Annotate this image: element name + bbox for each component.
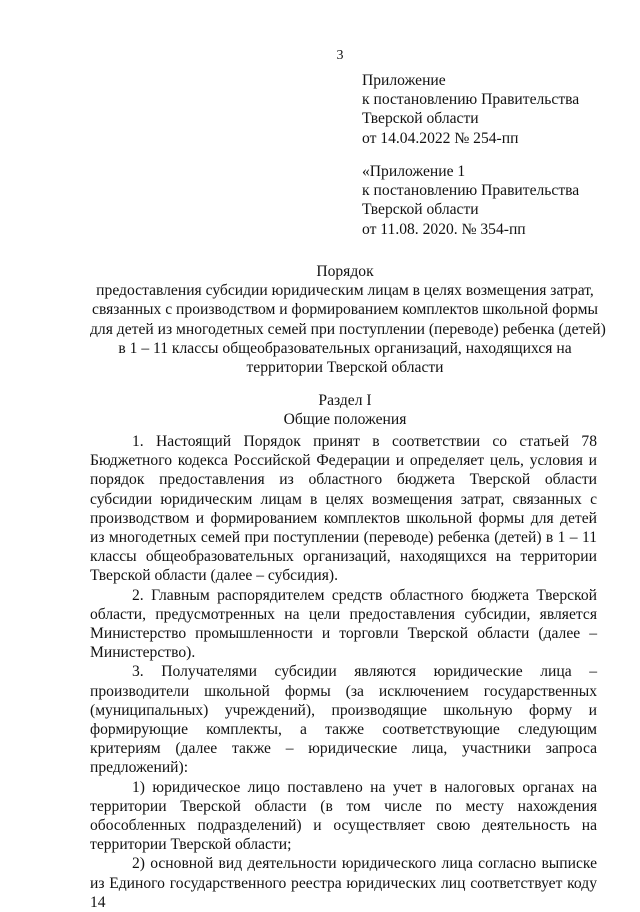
appendix-quote-line: «Приложение 1 [362,163,466,180]
paragraph: 1) юридическое лицо поставлено на учет в налоговых органах на территории Тверской области (в том числе по месту нахождения обособленных подразделений) и осуществляет свою деятельность на территории Тверской области; [90,778,597,854]
title-line: для детей из многодетных семей при поступлении (переводе) ребенка (детей) [90,320,606,338]
title-line: территории Тверской области [246,358,444,376]
appendix-header-line: к постановлению Правительства [362,91,580,109]
paragraph: 2. Главным распорядителем средств областного бюджета Тверской области, предусмотренных на цели предоставления субсидии, является Министерство промышленности и торговли Тверской области (далее – Министерство). [90,586,597,662]
appendix-header-line: от 14.04.2022 № 254-пп [362,129,519,147]
body-text [90,432,597,912]
paragraph: 1. Настоящий Порядок принят в соответствии со статьей 78 Бюджетного кодекса Российской Федерации и определяет цель, условия и порядок предоставления из областного бюджета Тверской области субсидии юридическим лицам в целях возмещения затрат, связанных с производством и формированием комплектов школьной формы для детей из многодетных семей при поступлении (переводе) ребенка (детей) в 1 – 11 классы общеобразовательных организаций, находящихся на территории Тверской области (далее – субсидия). [90,433,597,585]
appendix-header [362,71,622,148]
section-name: Общие положения [283,411,407,429]
paragraph: 3. Получателями субсидии являются юридические лица – производители школьной формы (за исключением государственных (муниципальных) учреждений), производящие школьную форму и формирующие комплекты, а также соответствующие следующим критериям (далее также – юридические лица, участники запроса предложений): [90,663,597,777]
title-heading: Порядок [316,263,374,280]
title-line: связанных с производством и формированием комплектов школьной формы [92,301,598,319]
appendix-header-line: Тверской области [362,110,479,128]
page-number: 3 [336,48,344,63]
section-number: Раздел I [318,392,372,409]
appendix-header-line: Приложение [362,72,446,89]
appendix-quote-line: Тверской области [362,201,479,219]
appendix-quote-line: от 11.08. 2020. № 354-пп [362,220,526,238]
title-line: предоставления субсидии юридическим лицам в целях возмещения затрат, [96,282,594,300]
document-title [90,262,606,377]
section-header [90,391,600,429]
paragraph: 2) основной вид деятельности юридического лица согласно выписке из Единого государственного реестра юридических лиц соответствует коду 14 [90,855,597,911]
title-line: в 1 – 11 классы общеобразовательных организаций, находящихся на [118,339,572,357]
appendix-quote-line: к постановлению Правительства [362,182,580,200]
appendix-quote [362,162,622,239]
